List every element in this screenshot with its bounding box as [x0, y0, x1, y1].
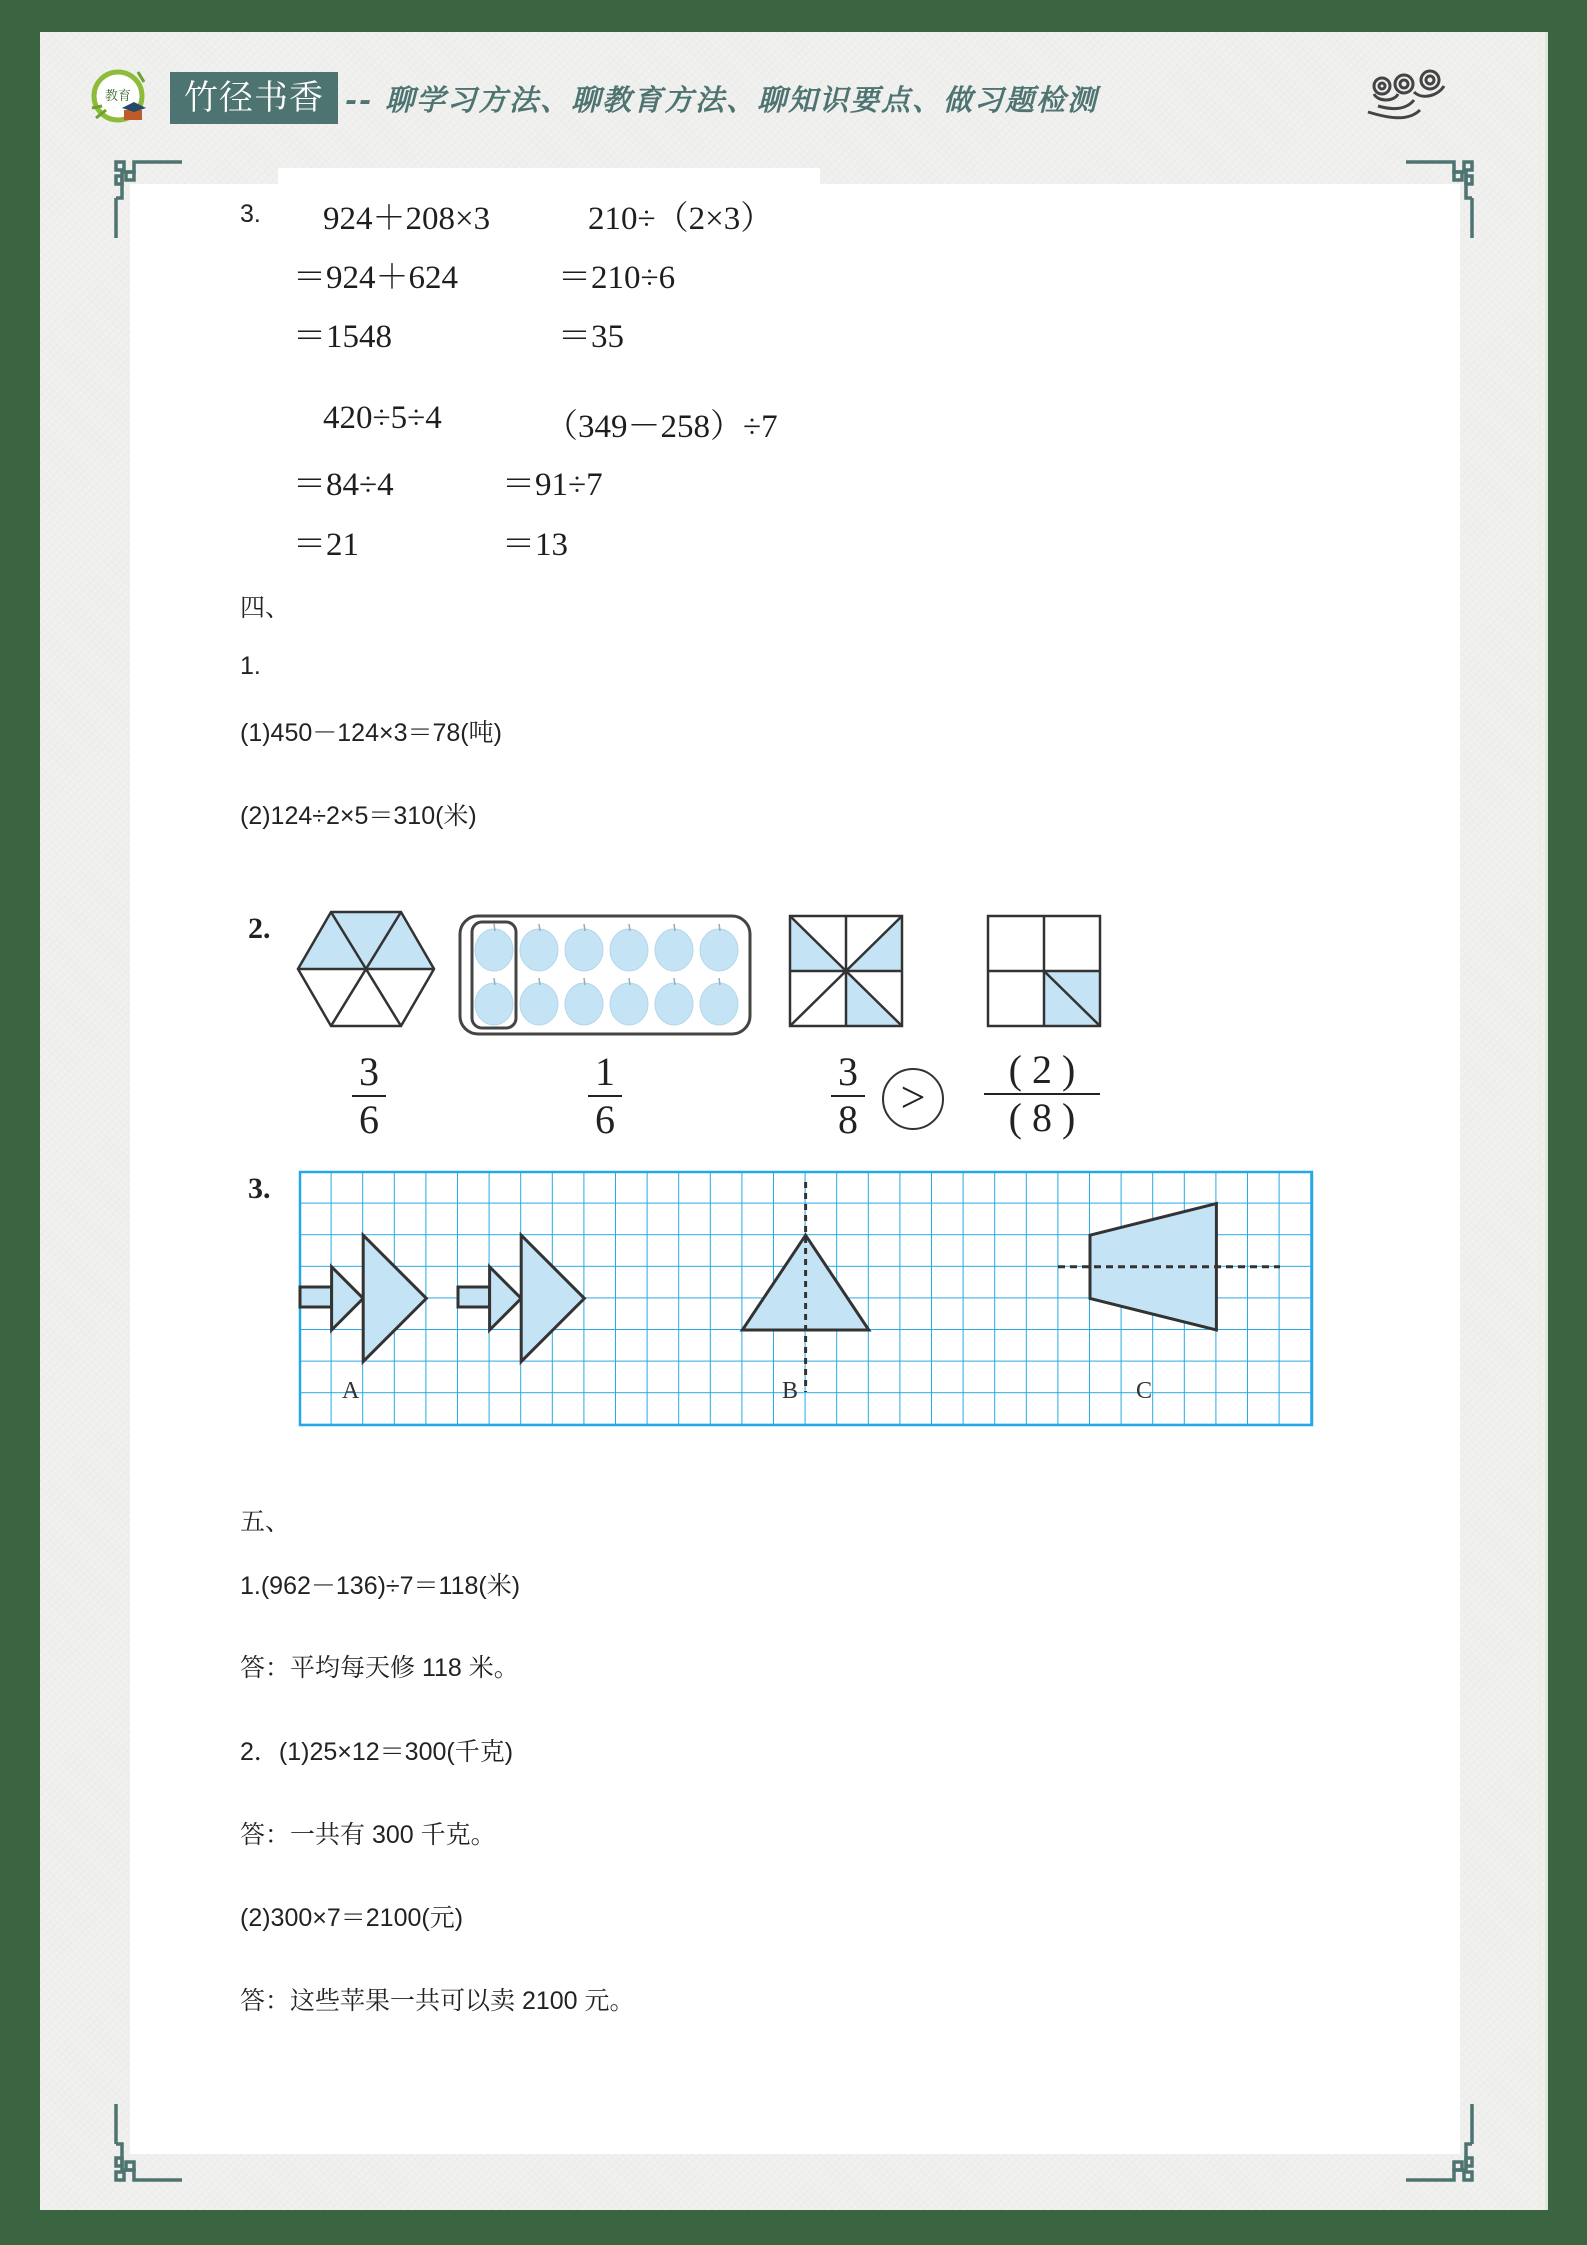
brand-title: 竹径书香 [170, 72, 338, 124]
answer-line: (2)300×7＝2100(元) [240, 1904, 464, 1932]
question-number: 1. [240, 652, 261, 680]
header-tagline: -- 聊学习方法、聊教育方法、聊知识要点、做习题检测 [345, 83, 1099, 117]
question-number: 3. [248, 1172, 271, 1205]
apples-fraction-figure [458, 914, 752, 1036]
symmetry-grid-figure [298, 1170, 1316, 1430]
fraction: 1 6 [580, 1052, 630, 1140]
education-logo-icon [88, 66, 154, 132]
question-number: 2. [248, 912, 271, 945]
answer-line: 答：这些苹果一共可以卖 2100 元。 [240, 1987, 635, 2015]
calc-step: ＝210÷6 [558, 260, 676, 296]
calc-expression: 420÷5÷4 [323, 400, 442, 436]
shape-label-a: A [342, 1378, 360, 1404]
fraction: 3 8 [823, 1052, 873, 1140]
corner-ornament-bottom-right-icon [1406, 2104, 1476, 2184]
square-eighths-figure [788, 914, 904, 1028]
calc-step: ＝924＋624 [293, 260, 458, 296]
corner-ornament-top-left-icon [112, 158, 182, 238]
calc-expression: （349－258）÷7 [545, 409, 778, 445]
content-area-top-strip [278, 168, 820, 188]
cloud-ornament-icon [1358, 66, 1458, 126]
answer-line: 答：平均每天修 118 米。 [240, 1654, 519, 1682]
shape-label-c: C [1136, 1378, 1153, 1404]
calc-expression: 210÷（2×3） [588, 201, 774, 237]
corner-ornament-bottom-left-icon [112, 2104, 182, 2184]
square-quarters-figure [986, 914, 1102, 1028]
answer-line: 答：一共有 300 千克。 [240, 1821, 496, 1849]
fraction-answer: ( 2 ) ( 8 ) [980, 1050, 1104, 1138]
section-heading: 五、 [240, 1508, 291, 1536]
apple-icon [475, 929, 738, 1025]
answer-line: (2)124÷2×5＝310(米) [240, 802, 477, 830]
calc-step: ＝91÷7 [502, 467, 603, 503]
comparison-symbol: > [882, 1068, 944, 1130]
calc-step: ＝84÷4 [293, 467, 394, 503]
answer-line: 1.(962－136)÷7＝118(米) [240, 1572, 521, 1600]
calc-step: ＝35 [558, 319, 624, 355]
calc-step: ＝1548 [293, 319, 392, 355]
corner-ornament-top-right-icon [1406, 158, 1476, 238]
hexagon-fraction-figure [296, 908, 436, 1030]
answer-line: (1)450－124×3＝78(吨) [240, 719, 502, 747]
section-heading: 四、 [240, 594, 291, 622]
calc-expression: 924＋208×3 [323, 201, 491, 237]
calc-step: ＝13 [502, 527, 568, 563]
fraction: 3 6 [344, 1052, 394, 1140]
question-number: 3. [240, 200, 261, 228]
calc-step: ＝21 [293, 527, 359, 563]
logo-text: 教育 [104, 89, 132, 104]
shape-label-b: B [782, 1378, 799, 1404]
answer-line: 2．(1)25×12＝300(千克) [240, 1738, 514, 1766]
